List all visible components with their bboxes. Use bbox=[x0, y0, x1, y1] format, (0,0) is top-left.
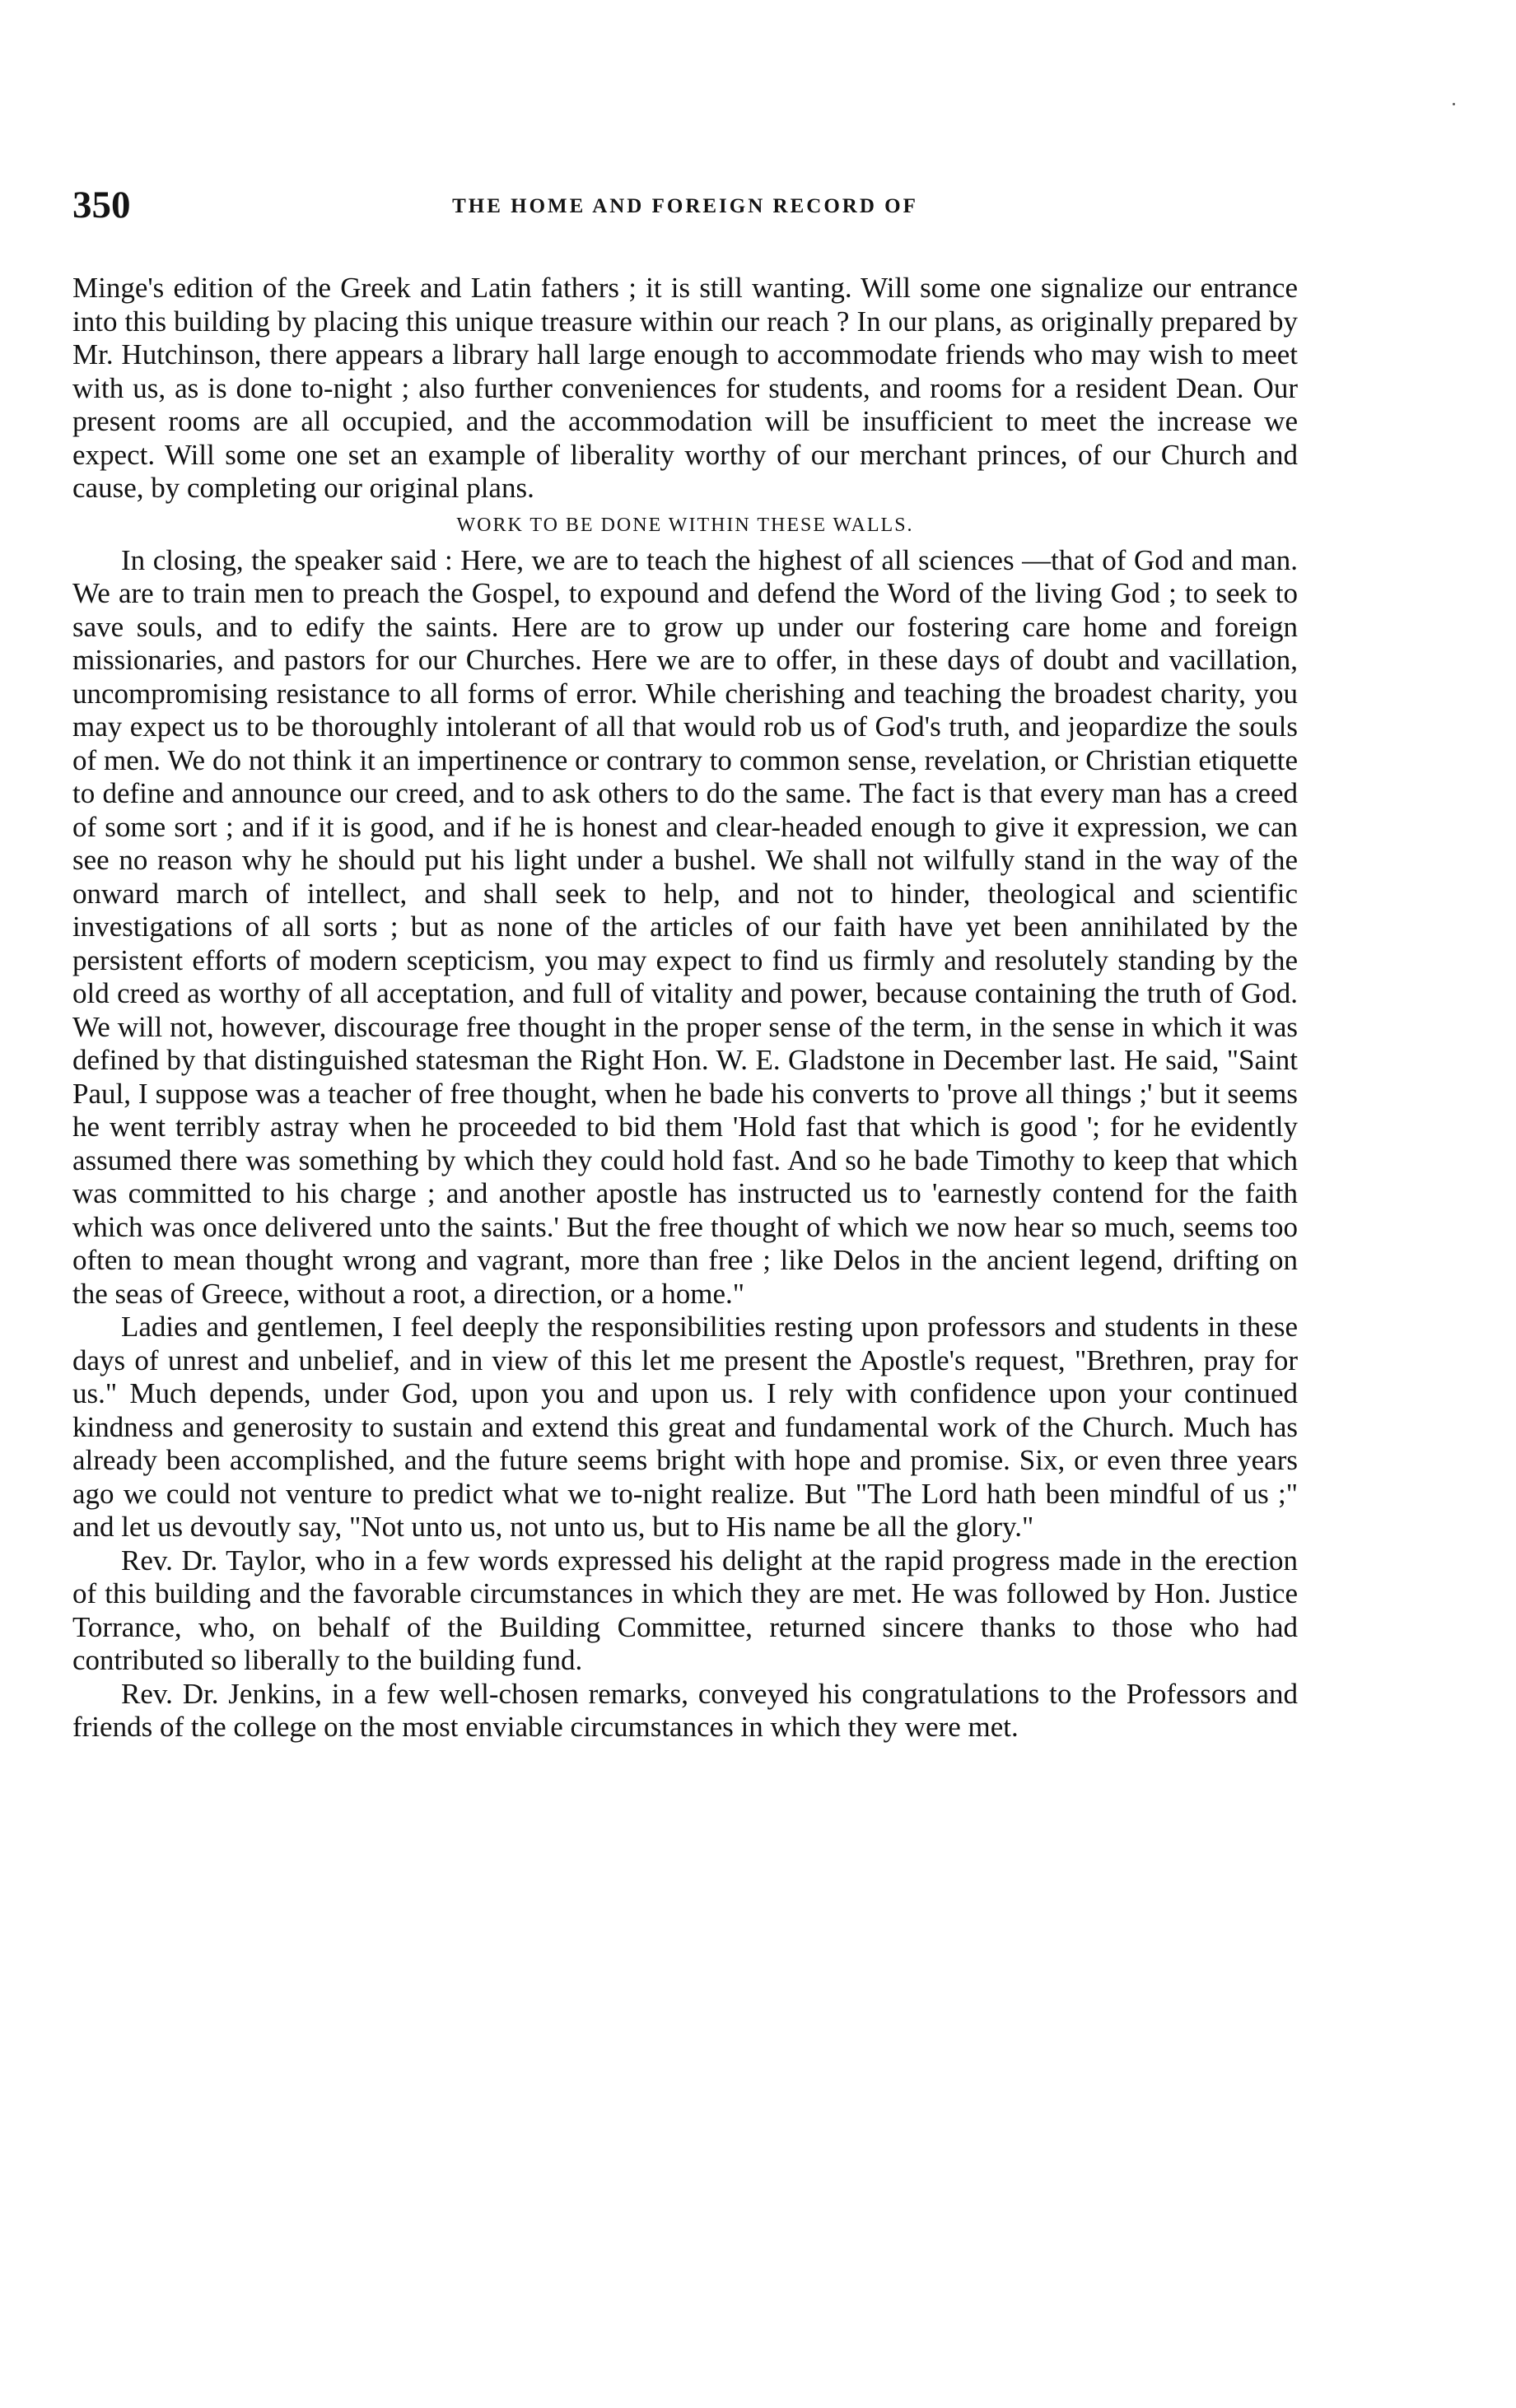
scan-speck bbox=[1453, 103, 1455, 105]
section-heading: WORK TO BE DONE WITHIN THESE WALLS. bbox=[456, 514, 914, 536]
paragraph-continued: Minge's edition of the Greek and Latin fathers ; it is still wanting. Will some one signalize our entrance into this building by placing this unique treasure within our reach ? In our plans, as originally prepared by Mr. Hutchinson, there appears a library hall large enough to accommodate friends who may wish to meet with us, as is done to-night ; also further conveniences for students, and rooms for a resident Dean. Our present rooms are all occupied, and the accommodation will be insufficient to meet the increase we expect. Will some one set an example of liberality worthy of our merchant princes, of our Church and cause, by completing our original plans. bbox=[72, 272, 1298, 504]
paragraph: In closing, the speaker said : Here, we are to teach the highest of all sciences —that of God and man. We are to train men to preach the Gospel, to expound and defend the Word of the living God ; to seek to save souls, and to edify the saints. Here are to grow up under our fostering care home and foreign missionaries, and pastors for our Churches. Here we are to offer, in these days of doubt and vacillation, uncompromising resistance to all forms of error. While cherishing and teaching the broadest charity, you may expect us to be thoroughly intolerant of all that would rob us of God's truth, and jeopardize the souls of men. We do not think it an impertinence or contrary to common sense, revelation, or Christian etiquette to define and announce our creed, and to ask others to do the same. The fact is that every man has a creed of some sort ; and if it is good, and if he is honest and clear-headed enough to give it expression, we can see no reason why he should put his light under a bushel. We shall not wilfully stand in the way of the onward march of intellect, and shall seek to help, and not to hinder, theological and scientific investigations of all sorts ; but as none of the articles of our faith have yet been annihilated by the persistent efforts of modern scepticism, you may expect to find us firmly and resolutely standing by the old creed as worthy of all acceptation, and full of vitality and power, because containing the truth of God. We will not, however, discourage free thought in the proper sense of the term, in the sense in which it was defined by that distinguished statesman the Right Hon. W. E. Gladstone in December last. He said, "Saint Paul, I suppose was a teacher of free thought, when he bade his converts to 'prove all things ;' but it seems he went terribly astray when he proceeded to bid them 'Hold fast that which is good '; for he evidently assumed there was something by which they could hold fast. And so he bade Timothy to keep that which was committed to his charge ; and another apostle has instructed us to 'earnestly contend for the faith which was once delivered unto the saints.' But the free thought of which we now hear so much, seems too often to mean thought wrong and vagrant, more than free ; like Delos in the ancient legend, drifting on the seas of Greece, without a root, a direction, or a home." bbox=[72, 543, 1298, 1310]
page-number: 350 bbox=[72, 184, 131, 226]
paragraph: Ladies and gentlemen, I feel deeply the responsibilities resting upon professors and students in these days of unrest and unbelief, and in view of this let me present the Apostle's request, "Brethren, pray for us." Much depends, under God, upon you and upon us. I rely with confidence upon your continued kindness and generosity to sustain and extend this great and fundamental work of the Church. Much has already been accomplished, and the future seems bright with hope and promise. Six, or even three years ago we could not venture to predict what we to-night realize. But "The Lord hath been mindful of us ;" and let us devoutly say, "Not unto us, not unto us, but to His name be all the glory." bbox=[72, 1311, 1298, 1543]
document-page bbox=[72, 186, 1298, 1744]
running-head bbox=[72, 186, 1298, 252]
paragraph: Rev. Dr. Jenkins, in a few well-chosen remarks, conveyed his congratulations to the Professors and friends of the college on the most enviable circumstances in which they were met. bbox=[72, 1677, 1298, 1743]
running-title: THE HOME AND FOREIGN RECORD OF bbox=[452, 195, 918, 217]
paragraph: Rev. Dr. Taylor, who in a few words expressed his delight at the rapid progress made in the erection of this building and the favorable circumstances in which they are met. He was followed by Hon. Justice Torrance, who, on behalf of the Building Committee, returned sincere thanks to those who had contributed so liberally to the building fund. bbox=[72, 1544, 1298, 1676]
body-text bbox=[72, 272, 1298, 1744]
